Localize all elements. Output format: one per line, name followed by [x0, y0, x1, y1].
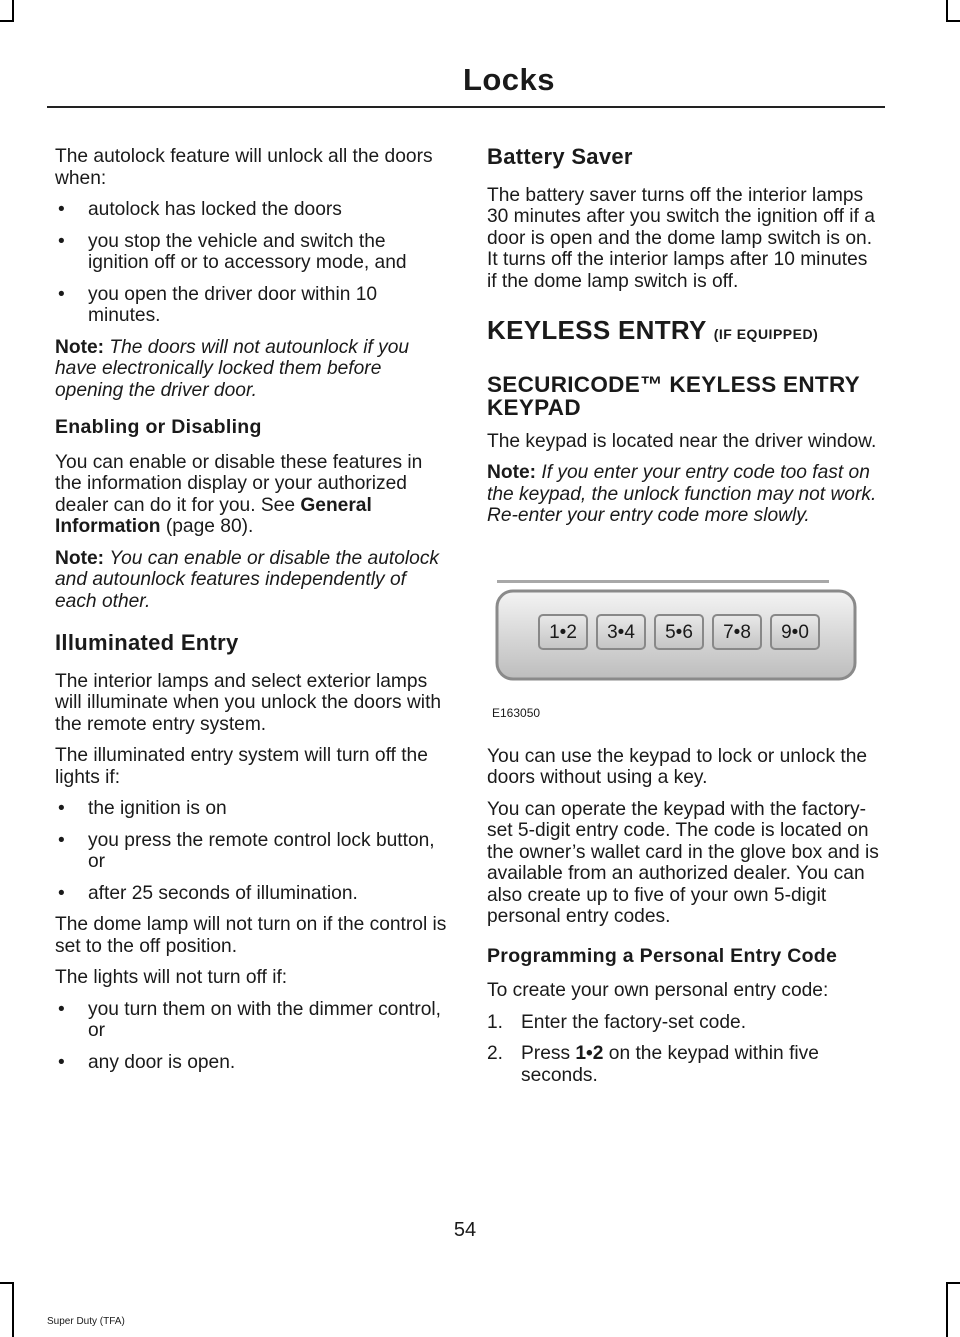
heading-enabling-disabling: Enabling or Disabling: [55, 416, 262, 438]
step-item: [487, 1043, 880, 1086]
dome-lamp-paragraph: The dome lamp will not turn on if the control is set to the off position.: [55, 914, 447, 957]
crop-mark: [12, 1282, 14, 1337]
list-item: • you open the driver door within 10 minutes.: [55, 284, 448, 327]
enabling-text: You can enable or disable these features in the information display or your authorized dealer can do it for you. See: [55, 451, 423, 516]
keypad-button[interactable]: [771, 615, 819, 649]
crop-mark: [0, 20, 12, 22]
keypad-illustration: [487, 577, 867, 702]
battery-saver-paragraph: The battery saver turns off the interior lamps 30 minutes after you switch the ignition off if a door is open and the dome lamp switch is on. It turns off the interior lamps after 10 minutes if the dome lamp switch is off.: [487, 184, 875, 292]
header-divider: [47, 106, 885, 108]
note-independent: [55, 548, 448, 613]
general-information-link[interactable]: General Information: [55, 494, 372, 537]
operate-keypad-paragraph: You can operate the keypad with the factory-set 5-digit entry code. The code is located on the owner’s wallet card in the glove box and is available from an authorized dealer. You can also create up to five of your own 5-digit personal entry codes.: [487, 798, 879, 927]
heading-securicode: SECURICODE™ KEYLESS ENTRY KEYPAD: [487, 371, 860, 420]
window-trim: [497, 580, 829, 583]
step-item: [487, 1012, 880, 1034]
list-item: • after 25 seconds of illumination.: [55, 883, 448, 905]
list-item: • you stop the vehicle and switch the ignition off or to accessory mode, and: [55, 231, 448, 274]
keypad-button[interactable]: [597, 615, 645, 649]
note-label: Note:: [55, 547, 105, 569]
keypad-button-label: 7•8: [723, 621, 751, 643]
list-item: • the ignition is on: [55, 798, 448, 820]
keypad-button-label: 1•2: [549, 621, 577, 643]
footer-model: Super Duty (TFA): [47, 1316, 125, 1327]
create-code-intro: To create your own personal entry code:: [487, 980, 829, 1001]
crop-mark: [946, 0, 948, 22]
step-text-post: on the keypad within five seconds.: [521, 1043, 819, 1086]
list-item: • you turn them on with the dimmer control, or: [55, 999, 448, 1042]
use-keypad-paragraph: You can use the keypad to lock or unlock the doors without using a key.: [487, 745, 868, 788]
crop-mark: [12, 0, 14, 22]
step-text-pre: Press: [521, 1043, 571, 1064]
keypad-button[interactable]: [655, 615, 703, 649]
enabling-paragraph: [55, 452, 448, 538]
figure-id: E163050: [492, 705, 541, 720]
left-column: [55, 146, 448, 1083]
page-title: Locks: [462, 62, 556, 97]
not-off-intro: The lights will not turn off if:: [55, 967, 288, 988]
note-text: You can enable or disable the autolock and autounlock features independently of each other.: [55, 547, 440, 612]
heading-keyless-entry: [487, 315, 880, 346]
keypad-button[interactable]: [539, 615, 587, 649]
illuminated-off-intro: The illuminated entry system will turn off the lights if:: [55, 745, 428, 788]
keypad-location: The keypad is located near the driver window.: [487, 430, 877, 452]
heading-illuminated-entry: Illuminated Entry: [55, 630, 239, 655]
step-number: 2.: [487, 1043, 504, 1064]
page-reference: (page 80).: [165, 516, 254, 537]
keyless-entry-title: KEYLESS ENTRY: [487, 315, 707, 345]
keypad-button-label: 5•6: [665, 621, 693, 643]
step-key-label: 1•2: [575, 1043, 604, 1064]
heading-battery-saver: Battery Saver: [487, 144, 633, 169]
crop-mark: [0, 1282, 12, 1284]
note-label: Note:: [55, 336, 105, 358]
note-label: Note:: [487, 462, 537, 483]
right-column: [487, 146, 880, 1096]
step-number: 1.: [487, 1011, 504, 1033]
page-number: 54: [453, 1219, 477, 1241]
keypad-button[interactable]: [713, 615, 761, 649]
note-text: The doors will not autounlock if you have electronically locked them before opening the driver door.: [55, 336, 410, 401]
keypad-button-label: 9•0: [781, 621, 809, 643]
keypad-figure: [487, 577, 867, 727]
list-item: • any door is open.: [55, 1052, 448, 1074]
if-equipped-label: (IF EQUIPPED): [713, 326, 819, 342]
keypad-button-label: 3•4: [607, 621, 635, 643]
list-item: • you press the remote control lock button, or: [55, 830, 448, 873]
note-autounlock: [55, 337, 448, 402]
illuminated-paragraph: The interior lamps and select exterior lamps will illuminate when you unlock the doors with the remote entry system.: [55, 670, 442, 735]
crop-mark: [948, 1282, 960, 1284]
step-text: Enter the factory-set code.: [521, 1011, 747, 1033]
autolock-intro: The autolock feature will unlock all the doors when:: [55, 146, 433, 189]
crop-mark: [948, 20, 960, 22]
note-entry-speed: [487, 462, 880, 527]
heading-programming: Programming a Personal Entry Code: [487, 944, 838, 967]
note-text: If you enter your entry code too fast on the keypad, the unlock function may not work. Re-enter your entry code more slowly.: [487, 462, 877, 526]
list-item: • autolock has locked the doors: [55, 199, 448, 221]
crop-mark: [946, 1282, 948, 1337]
